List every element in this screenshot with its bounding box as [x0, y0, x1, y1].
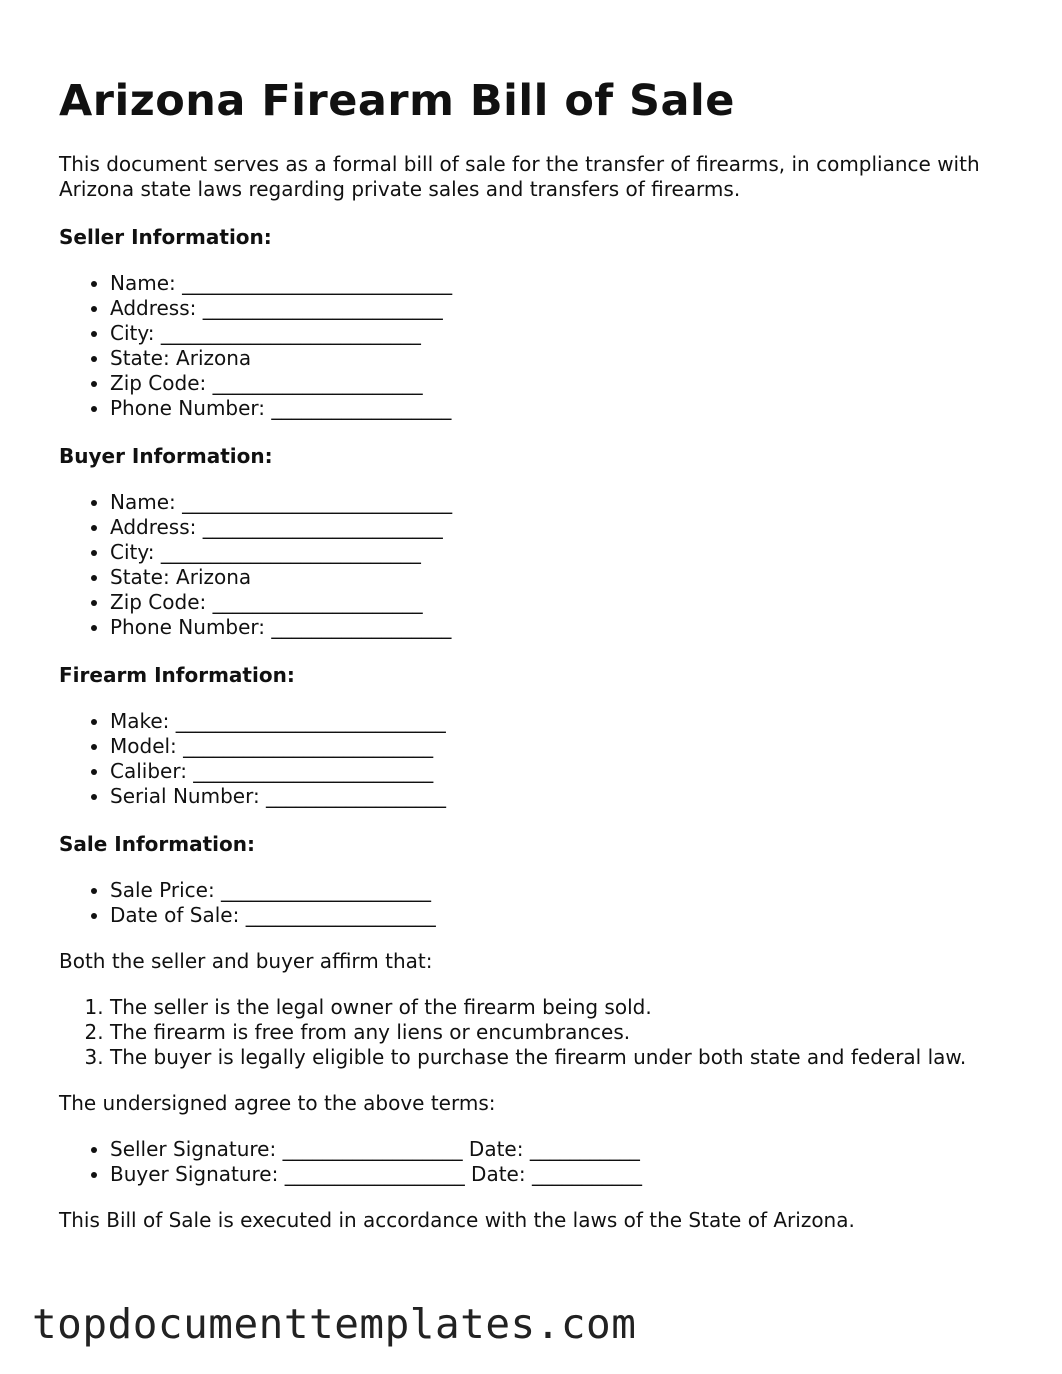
- seller-name-field: • Name: ___________________________: [110, 271, 1019, 296]
- seller-signature-line: • Seller Signature: __________________ Date: ___________: [110, 1137, 1019, 1162]
- seller-phone-field: • Phone Number: __________________: [110, 396, 1019, 421]
- affirmation-item: 1. The seller is the legal owner of the firearm being sold.: [110, 995, 1019, 1020]
- sale-list: [59, 878, 1019, 928]
- document-page: [59, 72, 1019, 1233]
- affirm-text: Both the seller and buyer affirm that:: [59, 949, 433, 973]
- intro-paragraph: This document serves as a formal bill of sale for the transfer of firearms, in compliance with Arizona state laws regarding private sales and transfers of firearms.: [59, 152, 980, 201]
- seller-list: [59, 271, 1019, 421]
- seller-state-field: • State: Arizona: [110, 346, 1019, 371]
- sale-date-field: • Date of Sale: ___________________: [110, 903, 1019, 928]
- buyer-heading: Buyer Information:: [59, 444, 273, 468]
- sale-price-field: • Sale Price: _____________________: [110, 878, 1019, 903]
- firearm-make-field: • Make: ___________________________: [110, 709, 1019, 734]
- seller-zip-field: • Zip Code: _____________________: [110, 371, 1019, 396]
- signature-list: [59, 1137, 1019, 1187]
- buyer-signature-line: • Buyer Signature: __________________ Date: ___________: [110, 1162, 1019, 1187]
- buyer-name-field: • Name: ___________________________: [110, 490, 1019, 515]
- seller-city-field: • City: __________________________: [110, 321, 1019, 346]
- affirmation-item: 3. The buyer is legally eligible to purchase the firearm under both state and federal law.: [110, 1045, 1019, 1070]
- firearm-heading: Firearm Information:: [59, 663, 295, 687]
- seller-heading: Seller Information:: [59, 225, 272, 249]
- firearm-model-field: • Model: _________________________: [110, 734, 1019, 759]
- agree-text: The undersigned agree to the above terms:: [59, 1091, 496, 1115]
- sale-heading: Sale Information:: [59, 832, 255, 856]
- document-title: Arizona Firearm Bill of Sale: [59, 76, 735, 126]
- buyer-city-field: • City: __________________________: [110, 540, 1019, 565]
- affirmation-list: [59, 995, 1019, 1070]
- buyer-state-field: • State: Arizona: [110, 565, 1019, 590]
- buyer-list: [59, 490, 1019, 640]
- affirmation-item: 2. The firearm is free from any liens or encumbrances.: [110, 1020, 1019, 1045]
- firearm-caliber-field: • Caliber: ________________________: [110, 759, 1019, 784]
- seller-address-field: • Address: ________________________: [110, 296, 1019, 321]
- firearm-serial-field: • Serial Number: __________________: [110, 784, 1019, 809]
- buyer-phone-field: • Phone Number: __________________: [110, 615, 1019, 640]
- buyer-zip-field: • Zip Code: _____________________: [110, 590, 1019, 615]
- buyer-address-field: • Address: ________________________: [110, 515, 1019, 540]
- closing-statement: This Bill of Sale is executed in accordance with the laws of the State of Arizona.: [59, 1208, 855, 1232]
- watermark: topdocumenttemplates.com: [32, 1300, 637, 1348]
- firearm-list: [59, 709, 1019, 809]
